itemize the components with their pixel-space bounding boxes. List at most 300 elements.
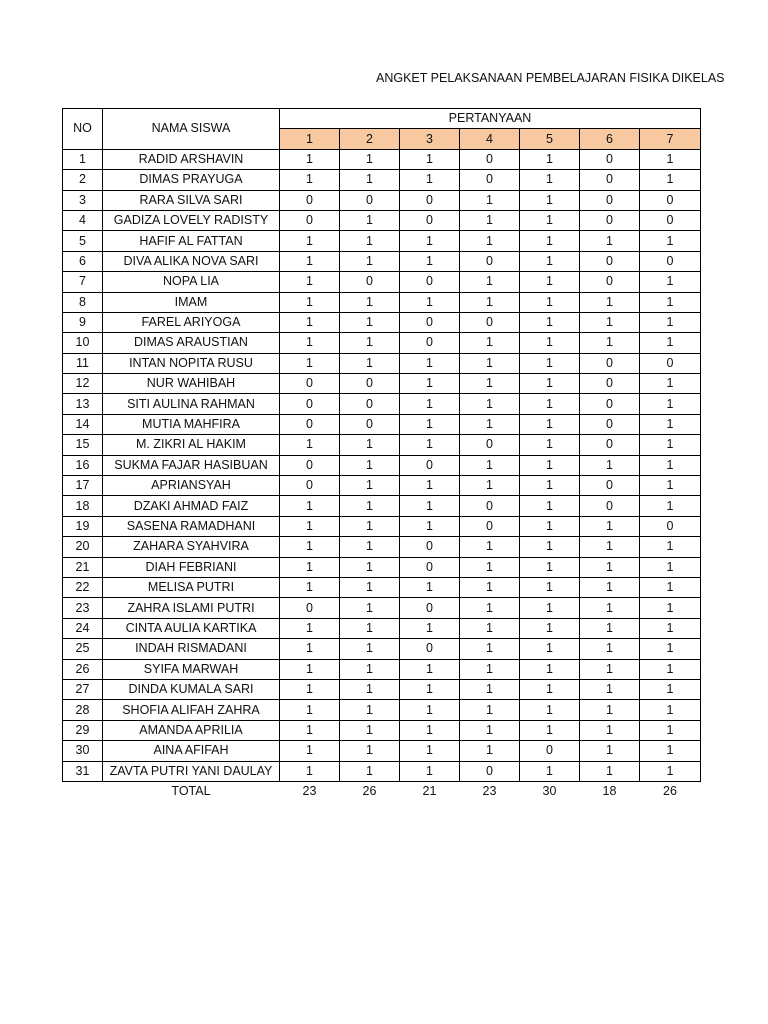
answer-cell: 1: [400, 231, 460, 251]
answer-cell: 1: [640, 292, 701, 312]
answer-cell: 0: [400, 537, 460, 557]
answer-cell: 0: [400, 190, 460, 210]
row-number: 23: [63, 598, 103, 618]
answer-cell: 1: [400, 353, 460, 373]
row-number: 18: [63, 496, 103, 516]
student-name: INTAN NOPITA RUSU: [103, 353, 280, 373]
row-number: 6: [63, 251, 103, 271]
row-number: 25: [63, 639, 103, 659]
student-name: DIAH FEBRIANI: [103, 557, 280, 577]
answer-cell: 1: [460, 190, 520, 210]
answer-cell: 0: [400, 455, 460, 475]
answer-cell: 1: [640, 231, 701, 251]
answer-cell: 1: [580, 659, 640, 679]
question-number-3: 3: [400, 129, 460, 149]
total-value: 23: [482, 784, 497, 799]
table-row: [63, 251, 701, 271]
answer-cell: 1: [640, 394, 701, 414]
answer-cell: 0: [280, 455, 340, 475]
answer-cell: 1: [400, 679, 460, 699]
answer-cell: 0: [400, 333, 460, 353]
student-name: SYIFA MARWAH: [103, 659, 280, 679]
student-name: INDAH RISMADANI: [103, 639, 280, 659]
answer-cell: 1: [520, 353, 580, 373]
answer-cell: 1: [640, 679, 701, 699]
student-name: MUTIA MAHFIRA: [103, 414, 280, 434]
row-number: 19: [63, 516, 103, 536]
answer-cell: 0: [580, 272, 640, 292]
answer-cell: 1: [340, 761, 400, 781]
answer-cell: 1: [640, 476, 701, 496]
student-name: APRIANSYAH: [103, 476, 280, 496]
student-name: DIMAS PRAYUGA: [103, 170, 280, 190]
student-name: M. ZIKRI AL HAKIM: [103, 435, 280, 455]
answer-cell: 0: [460, 516, 520, 536]
sheet-title: ANGKET PELAKSANAAN PEMBELAJARAN FISIKA DIKELAS: [376, 71, 725, 85]
table-row: [63, 149, 701, 169]
answer-cell: 1: [580, 312, 640, 332]
answer-cell: 1: [520, 516, 580, 536]
student-name: RADID ARSHAVIN: [103, 149, 280, 169]
answer-cell: 1: [520, 374, 580, 394]
answer-cell: 1: [460, 679, 520, 699]
header-name: NAMA SISWA: [103, 109, 280, 150]
answer-cell: 1: [280, 333, 340, 353]
student-name: ZAVTA PUTRI YANI DAULAY: [103, 761, 280, 781]
row-number: 3: [63, 190, 103, 210]
answer-cell: 1: [400, 251, 460, 271]
answer-cell: 0: [400, 639, 460, 659]
table-row: [63, 618, 701, 638]
answer-cell: 0: [340, 272, 400, 292]
answer-cell: 1: [280, 312, 340, 332]
total-label: TOTAL: [171, 784, 211, 799]
answer-cell: 1: [400, 414, 460, 434]
answer-cell: 1: [520, 251, 580, 271]
answer-cell: 1: [340, 679, 400, 699]
row-number: 26: [63, 659, 103, 679]
answer-cell: 1: [520, 761, 580, 781]
answer-cell: 1: [520, 659, 580, 679]
answer-cell: 1: [520, 537, 580, 557]
answer-cell: 1: [400, 720, 460, 740]
row-number: 22: [63, 577, 103, 597]
answer-cell: 1: [400, 516, 460, 536]
answer-cell: 1: [580, 537, 640, 557]
answer-cell: 0: [640, 210, 701, 230]
question-number-5: 5: [520, 129, 580, 149]
row-number: 28: [63, 700, 103, 720]
survey-table: [62, 108, 701, 801]
student-name: ZAHRA ISLAMI PUTRI: [103, 598, 280, 618]
header-row-top: [63, 109, 701, 129]
answer-cell: 1: [580, 231, 640, 251]
answer-cell: 1: [280, 557, 340, 577]
row-number: 13: [63, 394, 103, 414]
row-number: 17: [63, 476, 103, 496]
answer-cell: 1: [520, 700, 580, 720]
answer-cell: 0: [580, 374, 640, 394]
answer-cell: 1: [280, 639, 340, 659]
student-name: NOPA LIA: [103, 272, 280, 292]
row-number: 11: [63, 353, 103, 373]
total-value: 18: [602, 784, 617, 799]
row-number: 8: [63, 292, 103, 312]
table-row: [63, 720, 701, 740]
answer-cell: 1: [460, 720, 520, 740]
answer-cell: 1: [340, 700, 400, 720]
answer-cell: 1: [340, 598, 400, 618]
table-row: [63, 679, 701, 699]
answer-cell: 1: [400, 149, 460, 169]
student-name: NUR WAHIBAH: [103, 374, 280, 394]
table-row: [63, 312, 701, 332]
student-name: MELISA PUTRI: [103, 577, 280, 597]
row-number: 16: [63, 455, 103, 475]
answer-cell: 1: [460, 618, 520, 638]
answer-cell: 1: [640, 149, 701, 169]
row-number: 14: [63, 414, 103, 434]
answer-cell: 1: [400, 394, 460, 414]
answer-cell: 0: [460, 496, 520, 516]
answer-cell: 1: [580, 333, 640, 353]
answer-cell: 1: [340, 312, 400, 332]
table-row: [63, 170, 701, 190]
answer-cell: 1: [460, 476, 520, 496]
header-pertanyaan: PERTANYAAN: [280, 109, 701, 129]
answer-cell: 1: [460, 659, 520, 679]
answer-cell: 1: [340, 251, 400, 271]
answer-cell: 1: [280, 516, 340, 536]
row-number: 2: [63, 170, 103, 190]
table-row: [63, 210, 701, 230]
table-row: [63, 761, 701, 781]
student-name: SUKMA FAJAR HASIBUAN: [103, 455, 280, 475]
row-number: 27: [63, 679, 103, 699]
answer-cell: 0: [280, 394, 340, 414]
answer-cell: 1: [460, 394, 520, 414]
row-number: 5: [63, 231, 103, 251]
answer-cell: 1: [340, 476, 400, 496]
total-value: 26: [663, 784, 677, 799]
table-row: [63, 537, 701, 557]
answer-cell: 0: [580, 170, 640, 190]
answer-cell: 1: [340, 741, 400, 761]
answer-cell: 1: [280, 292, 340, 312]
answer-cell: 1: [460, 537, 520, 557]
answer-cell: 1: [280, 720, 340, 740]
total-row: [63, 781, 701, 801]
answer-cell: 1: [640, 312, 701, 332]
answer-cell: 1: [640, 333, 701, 353]
answer-cell: 1: [400, 292, 460, 312]
table-row: [63, 516, 701, 536]
row-number: 7: [63, 272, 103, 292]
student-name: DZAKI AHMAD FAIZ: [103, 496, 280, 516]
answer-cell: 1: [340, 659, 400, 679]
answer-cell: 1: [580, 577, 640, 597]
row-number: 10: [63, 333, 103, 353]
answer-cell: 1: [340, 618, 400, 638]
answer-cell: 1: [640, 618, 701, 638]
student-name: AINA AFIFAH: [103, 741, 280, 761]
answer-cell: 1: [580, 618, 640, 638]
table-row: [63, 496, 701, 516]
answer-cell: 1: [280, 761, 340, 781]
total-value: 21: [422, 784, 437, 799]
answer-cell: 0: [580, 435, 640, 455]
answer-cell: 1: [400, 761, 460, 781]
answer-cell: 1: [520, 639, 580, 659]
answer-cell: 1: [340, 455, 400, 475]
student-name: DINDA KUMALA SARI: [103, 679, 280, 699]
answer-cell: 0: [280, 210, 340, 230]
answer-cell: 1: [640, 455, 701, 475]
answer-cell: 1: [520, 210, 580, 230]
question-number-6: 6: [580, 129, 640, 149]
row-number: 29: [63, 720, 103, 740]
answer-cell: 0: [400, 272, 460, 292]
answer-cell: 0: [340, 190, 400, 210]
answer-cell: 1: [520, 312, 580, 332]
student-name: AMANDA APRILIA: [103, 720, 280, 740]
table-row: [63, 598, 701, 618]
total-value: 30: [542, 784, 557, 799]
answer-cell: 1: [340, 537, 400, 557]
table-row: [63, 455, 701, 475]
student-name: IMAM: [103, 292, 280, 312]
answer-cell: 0: [580, 210, 640, 230]
answer-cell: 1: [520, 679, 580, 699]
answer-cell: 1: [400, 374, 460, 394]
answer-cell: 1: [640, 741, 701, 761]
answer-cell: 1: [460, 231, 520, 251]
row-number: 9: [63, 312, 103, 332]
answer-cell: 0: [280, 190, 340, 210]
answer-cell: 1: [460, 272, 520, 292]
student-name: ZAHARA SYAHVIRA: [103, 537, 280, 557]
answer-cell: 1: [340, 720, 400, 740]
answer-cell: 1: [580, 720, 640, 740]
answer-cell: 1: [640, 496, 701, 516]
student-name: DIVA ALIKA NOVA SARI: [103, 251, 280, 271]
answer-cell: 1: [400, 170, 460, 190]
answer-cell: 1: [580, 557, 640, 577]
table-row: [63, 659, 701, 679]
table-row: [63, 353, 701, 373]
answer-cell: 1: [640, 537, 701, 557]
answer-cell: 1: [520, 231, 580, 251]
answer-cell: 1: [580, 455, 640, 475]
table-row: [63, 639, 701, 659]
answer-cell: 1: [400, 435, 460, 455]
answer-cell: 1: [520, 435, 580, 455]
answer-cell: 1: [520, 414, 580, 434]
answer-cell: 1: [640, 435, 701, 455]
answer-cell: 0: [580, 149, 640, 169]
student-name: FAREL ARIYOGA: [103, 312, 280, 332]
answer-cell: 0: [400, 210, 460, 230]
total-value: 26: [362, 784, 377, 799]
answer-cell: 1: [340, 292, 400, 312]
answer-cell: 1: [580, 761, 640, 781]
answer-cell: 1: [640, 598, 701, 618]
answer-cell: 1: [520, 149, 580, 169]
answer-cell: 1: [340, 210, 400, 230]
answer-cell: 1: [280, 537, 340, 557]
row-number: 1: [63, 149, 103, 169]
answer-cell: 1: [520, 577, 580, 597]
answer-cell: 0: [280, 476, 340, 496]
table-row: [63, 394, 701, 414]
answer-cell: 1: [520, 455, 580, 475]
answer-cell: 1: [400, 700, 460, 720]
answer-cell: 1: [400, 659, 460, 679]
answer-cell: 1: [460, 598, 520, 618]
answer-cell: 1: [640, 414, 701, 434]
answer-cell: 1: [460, 353, 520, 373]
answer-cell: 1: [280, 496, 340, 516]
answer-cell: 0: [640, 516, 701, 536]
answer-cell: 0: [400, 312, 460, 332]
answer-cell: 0: [400, 557, 460, 577]
answer-cell: 1: [640, 577, 701, 597]
answer-cell: 0: [580, 496, 640, 516]
answer-cell: 0: [460, 149, 520, 169]
answer-cell: 1: [400, 741, 460, 761]
table-row: [63, 741, 701, 761]
table-row: [63, 374, 701, 394]
answer-cell: 1: [280, 272, 340, 292]
answer-cell: 1: [340, 639, 400, 659]
question-number-7: 7: [640, 129, 701, 149]
answer-cell: 1: [640, 557, 701, 577]
table-row: [63, 272, 701, 292]
answer-cell: 0: [640, 353, 701, 373]
answer-cell: 1: [340, 577, 400, 597]
answer-cell: 1: [280, 251, 340, 271]
answer-cell: 1: [460, 210, 520, 230]
answer-cell: 1: [280, 577, 340, 597]
answer-cell: 1: [460, 577, 520, 597]
student-rows: [63, 149, 701, 781]
question-number-2: 2: [340, 129, 400, 149]
row-number: 31: [63, 761, 103, 781]
row-number: 24: [63, 618, 103, 638]
answer-cell: 1: [280, 741, 340, 761]
total-spacer: [63, 781, 103, 801]
answer-cell: 1: [460, 414, 520, 434]
table-row: [63, 292, 701, 312]
answer-cell: 1: [340, 353, 400, 373]
table-row: [63, 557, 701, 577]
answer-cell: 0: [640, 190, 701, 210]
student-name: SITI AULINA RAHMAN: [103, 394, 280, 414]
answer-cell: 1: [580, 700, 640, 720]
answer-cell: 0: [460, 435, 520, 455]
answer-cell: 1: [460, 700, 520, 720]
answer-cell: 0: [340, 374, 400, 394]
student-name: RARA SILVA SARI: [103, 190, 280, 210]
answer-cell: 1: [640, 639, 701, 659]
student-name: SHOFIA ALIFAH ZAHRA: [103, 700, 280, 720]
answer-cell: 1: [460, 374, 520, 394]
answer-cell: 1: [280, 149, 340, 169]
answer-cell: 0: [580, 476, 640, 496]
answer-cell: 1: [280, 435, 340, 455]
table-row: [63, 231, 701, 251]
student-name: HAFIF AL FATTAN: [103, 231, 280, 251]
answer-cell: 1: [640, 272, 701, 292]
table-row: [63, 435, 701, 455]
answer-cell: 0: [460, 312, 520, 332]
answer-cell: 0: [520, 741, 580, 761]
student-name: DIMAS ARAUSTIAN: [103, 333, 280, 353]
answer-cell: 0: [460, 170, 520, 190]
answer-cell: 1: [280, 231, 340, 251]
row-number: 12: [63, 374, 103, 394]
table-row: [63, 700, 701, 720]
answer-cell: 1: [280, 353, 340, 373]
answer-cell: 1: [520, 292, 580, 312]
answer-cell: 1: [400, 476, 460, 496]
answer-cell: 1: [580, 598, 640, 618]
answer-cell: 1: [460, 557, 520, 577]
row-number: 4: [63, 210, 103, 230]
answer-cell: 0: [640, 251, 701, 271]
answer-cell: 1: [400, 618, 460, 638]
answer-cell: 1: [400, 496, 460, 516]
answer-cell: 1: [460, 639, 520, 659]
row-number: 30: [63, 741, 103, 761]
answer-cell: 1: [520, 720, 580, 740]
answer-cell: 1: [520, 557, 580, 577]
table-row: [63, 333, 701, 353]
answer-cell: 0: [580, 394, 640, 414]
answer-cell: 1: [580, 516, 640, 536]
answer-cell: 1: [520, 496, 580, 516]
answer-cell: 1: [340, 170, 400, 190]
table-row: [63, 476, 701, 496]
answer-cell: 1: [640, 720, 701, 740]
student-name: GADIZA LOVELY RADISTY: [103, 210, 280, 230]
answer-cell: 0: [340, 414, 400, 434]
total-value: 23: [302, 784, 317, 799]
answer-cell: 1: [460, 455, 520, 475]
answer-cell: 1: [400, 577, 460, 597]
question-number-4: 4: [460, 129, 520, 149]
table-row: [63, 414, 701, 434]
answer-cell: 1: [280, 170, 340, 190]
answer-cell: 0: [460, 761, 520, 781]
answer-cell: 1: [520, 170, 580, 190]
answer-cell: 1: [640, 659, 701, 679]
answer-cell: 0: [340, 394, 400, 414]
answer-cell: 1: [520, 190, 580, 210]
answer-cell: 1: [280, 618, 340, 638]
answer-cell: 1: [640, 374, 701, 394]
student-name: SASENA RAMADHANI: [103, 516, 280, 536]
row-number: 21: [63, 557, 103, 577]
table-row: [63, 577, 701, 597]
answer-cell: 1: [520, 394, 580, 414]
answer-cell: 1: [640, 170, 701, 190]
answer-cell: 1: [580, 292, 640, 312]
answer-cell: 1: [280, 659, 340, 679]
answer-cell: 0: [280, 414, 340, 434]
answer-cell: 1: [340, 231, 400, 251]
answer-cell: 1: [340, 496, 400, 516]
